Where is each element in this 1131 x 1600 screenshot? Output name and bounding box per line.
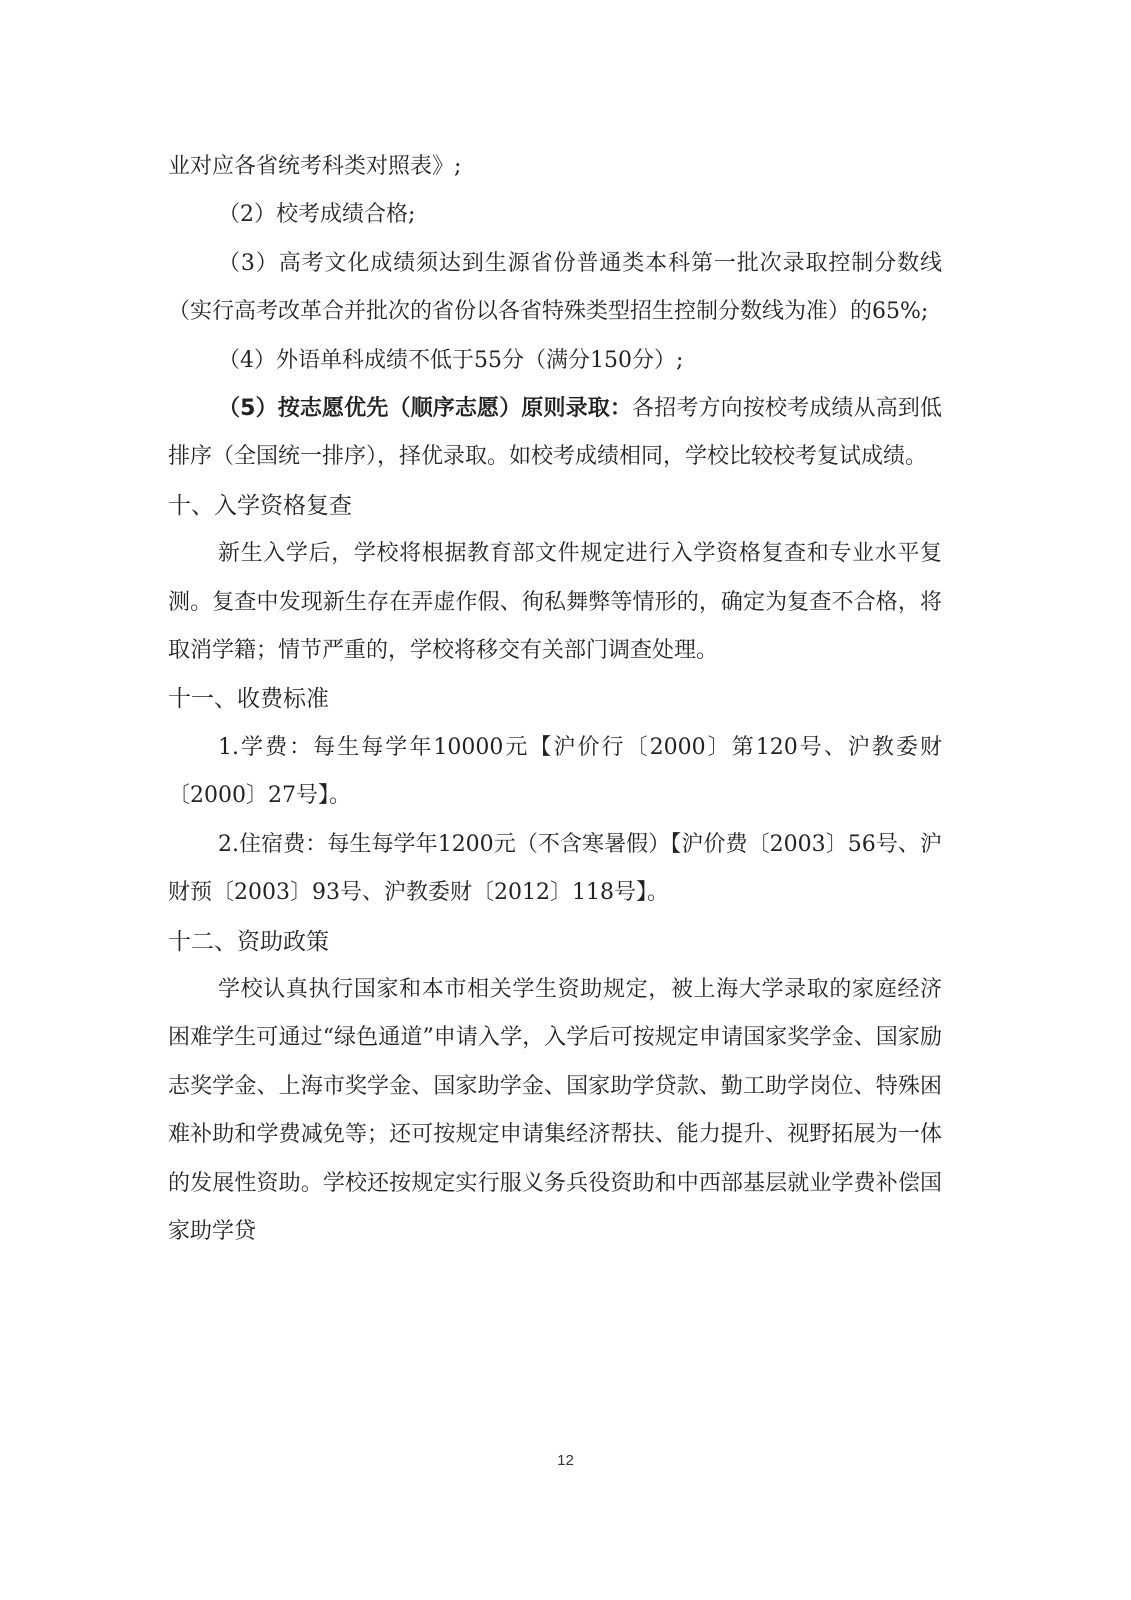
section-heading-financial-aid: 十二、资助政策 bbox=[168, 928, 329, 955]
requirement-item-3: （3）高考文化成绩须达到生源省份普通类本科第一批次录取控制分数线（实行高考改革合并批次的省份以各省特殊类型招生控制分数线为准）的65%; bbox=[168, 250, 942, 325]
admission-principle-label: （5）按志愿优先（顺序志愿）原则录取： bbox=[218, 396, 633, 422]
enrollment-review-body: 新生入学后，学校将根据教育部文件规定进行入学资格复查和专业水平复测。复查中发现新生存在弄虚作假、徇私舞弊等情形的，确定为复查不合格，将取消学籍；情节严重的，学校将移交有关部门调查处理。 bbox=[168, 541, 942, 664]
financial-aid-body: 学校认真执行国家和本市相关学生资助规定，被上海大学录取的家庭经济困难学生可通过“绿色通道”申请入学，入学后可按规定申请国家奖学金、国家励志奖学金、上海市奖学金、国家助学金、国家助学贷款、勤工助学岗位、特殊困难补助和学费减免等；还可按规定申请集经济帮扶、能力提升、视野拓展为一体的发展性资助。学校还按规定实行服义务兵役资助和中西部基层就业学费补偿国家助学贷 bbox=[168, 976, 942, 1244]
requirement-item-5 bbox=[168, 385, 942, 482]
requirement-item-4: （4）外语单科成绩不低于55分（满分150分）; bbox=[218, 347, 684, 373]
paragraph-continuation: 业对应各省统考科类对照表》; bbox=[168, 154, 462, 179]
fee-item-tuition: 1.学费：每生每学年10000元【沪价行〔2000〕第120号、沪教委财〔2000〕27号】。 bbox=[168, 734, 942, 809]
fee-item-accommodation: 2.住宿费：每生每学年1200元（不含寒暑假）【沪价费〔2003〕56号、沪财预〔2003〕93号、沪教委财〔2012〕118号】。 bbox=[168, 831, 942, 906]
section-heading-fees: 十一、收费标准 bbox=[168, 686, 329, 713]
section-heading-enrollment-review: 十、入学资格复查 bbox=[168, 492, 352, 519]
admission-principle-text: 各招考方向按校考成绩从高到低排序（全国统一排序），择优录取。如校考成绩相同，学校比较校考复试成绩。 bbox=[168, 396, 942, 470]
requirement-item-2: （2）校考成绩合格; bbox=[218, 202, 416, 228]
page-number: 12 bbox=[557, 1452, 574, 1469]
page-content bbox=[168, 143, 942, 1256]
